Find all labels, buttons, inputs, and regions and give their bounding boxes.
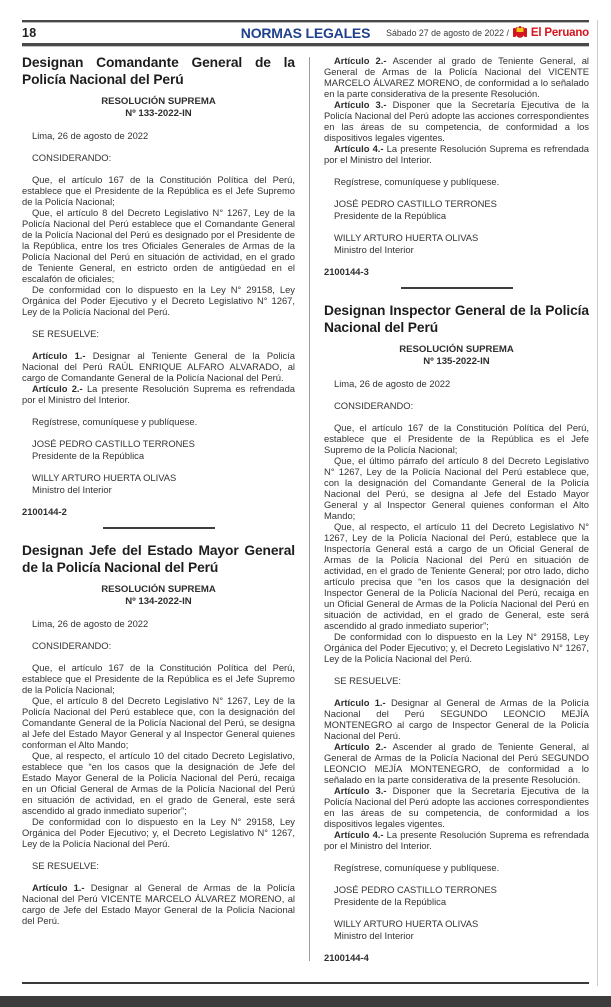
signature-name: WILLY ARTURO HUERTA OLIVAS: [334, 232, 479, 243]
bottom-bar: [0, 996, 611, 1007]
resolution-title-line2: Nº 133-2022-IN: [125, 107, 192, 119]
signature-name: WILLY ARTURO HUERTA OLIVAS: [32, 472, 177, 483]
signature-role: Presidente de la República: [32, 449, 145, 461]
paragraph: Que, el último párrafo del artículo 8 del Decreto Legislativo N° 1267, Ley de la Policía Nacional del Perú establece que, con la designación del Comandante General de la Policía Nacional del Perú, se designa al Jefe del Estado Mayor General y al Inspector General quienes conforman el Alto Mando;: [324, 455, 589, 521]
resolution-title: [22, 584, 295, 607]
section-heading: Designan Jefe del Estado Mayor General de la Policía Nacional del Perú: [22, 543, 295, 575]
body-line: Regístrese, comuníquese y publíquese.: [334, 862, 500, 873]
signature: [22, 438, 295, 461]
signature: [324, 918, 589, 941]
signature: [324, 198, 589, 221]
body-line: Regístrese, comuníquese y publíquese.: [32, 416, 198, 427]
paragraph: De conformidad con lo dispuesto en la Ley N° 29158, Ley Orgánica del Poder Ejecutivo; y, el Decreto Legislativo N° 1267, Ley de la Policía Nacional del Perú.: [22, 816, 295, 849]
resolution-title: [324, 344, 589, 367]
article-label: Artículo 4.-: [334, 143, 387, 154]
signature: [324, 884, 589, 907]
signature-role: Ministro del Interior: [334, 929, 414, 941]
content-area: [22, 55, 589, 961]
publication-code: 2100144-4: [324, 952, 369, 961]
paragraph: Artículo 2.- La presente Resolución Suprema es refrendada por el Ministro del Interior.: [22, 383, 295, 405]
signature: [324, 232, 589, 255]
paragraph: Artículo 3.- Disponer que la Secretaría Ejecutiva de la Policía Nacional del Perú adopte las acciones correspondientes en las áreas de su competencia, de conformidad a los dispositivos legales vigentes.: [324, 99, 589, 143]
body-line: SE RESUELVE:: [334, 675, 402, 686]
article-label: Artículo 4.-: [334, 829, 387, 840]
paragraph: Artículo 1.- Designar al Teniente General de la Policía Nacional del Perú RAÚL ENRIQUE ALFARO ALVARADO, al cargo de Comandante General de la Policía Nacional del Perú.: [22, 350, 295, 383]
paragraph: Artículo 1.- Designar al General de Armas de la Policía Nacional del Perú SEGUNDO LEONCIO MEJÍA MONTENEGRO al cargo de Inspector General de la Policía Nacional del Perú.: [324, 697, 589, 741]
body-line: Regístrese, comuníquese y publíquese.: [334, 176, 500, 187]
article-label: Artículo 2.-: [334, 55, 393, 66]
paragraph: Artículo 2.- Ascender al grado de Teniente General, al General de Armas de la Policía Nacional del Perú SEGUNDO LEONCIO MEJÍA MONTENEGRO, de conformidad a lo señalado en la parte considerativa de la presente Resolución.: [324, 741, 589, 785]
paragraph: Que, el artículo 167 de la Constitución Política del Perú, establece que el Presidente de la República es el Jefe Supremo de la Policía Nacional;: [324, 422, 589, 455]
resolution-title-line1: RESOLUCIÓN SUPREMA: [101, 584, 216, 595]
section-divider: [103, 527, 215, 529]
article-label: Artículo 3.-: [334, 785, 393, 796]
publication-code: 2100144-2: [22, 506, 67, 517]
article-label: Artículo 1.-: [32, 882, 91, 893]
resolution-title-line2: Nº 135-2022-IN: [423, 355, 490, 367]
paragraph: Artículo 4.- La presente Resolución Suprema es refrendada por el Ministro del Interior.: [324, 829, 589, 851]
signature-name: JOSÉ PEDRO CASTILLO TERRONES: [334, 884, 497, 895]
brand-logo: El Peruano: [530, 26, 589, 39]
signature-name: WILLY ARTURO HUERTA OLIVAS: [334, 918, 479, 929]
section-title: NORMAS LEGALES: [240, 24, 371, 41]
page-edge-line: [597, 20, 598, 986]
body-line: CONSIDERANDO:: [32, 152, 112, 163]
signature-role: Presidente de la República: [334, 209, 447, 221]
column-right: [324, 55, 589, 961]
paragraph: Que, el artículo 167 de la Constitución Política del Perú, establece que el Presidente de la República es el Jefe Supremo de la Policía Nacional;: [22, 174, 295, 207]
body-line: Lima, 26 de agosto de 2022: [334, 378, 451, 389]
paragraph: Artículo 2.- Ascender al grado de Teniente General, al General de Armas de la Policía Nacional del VICENTE MARCELO ÁLVAREZ MORENO, de conformidad a lo señalado en la parte considerativa de la presente Resolución.: [324, 55, 589, 99]
date-brand-group: [386, 26, 589, 39]
paragraph: Que, el artículo 8 del Decreto Legislativo N° 1267, Ley de la Policía Nacional del Perú establece que el Comandante General de la Policía Nacional del Perú es designado por el Presidente de la República, entre los tres Oficiales Generales de Armas de la Policía Nacional del Perú en situación de actividad, en el grado de Teniente General, en estricto orden de antigüedad en el escalafón de oficiales;: [22, 207, 295, 284]
section-divider: [401, 287, 513, 289]
paragraph: Que, el artículo 167 de la Constitución Política del Perú, establece que el Presidente de la República es el Jefe Supremo de la Policía Nacional;: [22, 662, 295, 695]
publication-code: 2100144-3: [324, 266, 369, 277]
resolution-title-line1: RESOLUCIÓN SUPREMA: [399, 344, 514, 355]
page-header: [22, 22, 589, 43]
body-line: Lima, 26 de agosto de 2022: [32, 130, 149, 141]
body-line: Lima, 26 de agosto de 2022: [32, 618, 149, 629]
resolution-title: [22, 96, 295, 119]
body-line: SE RESUELVE:: [32, 328, 100, 339]
page-body: [22, 20, 589, 961]
paragraph: Artículo 4.- La presente Resolución Suprema es refrendada por el Ministro del Interior.: [324, 143, 589, 165]
signature-role: Ministro del Interior: [334, 243, 414, 255]
date-line: Sábado 27 de agosto de 2022 /: [386, 27, 509, 38]
header-bottom-rule: [22, 43, 589, 46]
resolution-title-line1: RESOLUCIÓN SUPREMA: [101, 96, 216, 107]
signature-role: Ministro del Interior: [32, 483, 112, 495]
page-number: 18: [22, 25, 37, 40]
paragraph: Artículo 3.- Disponer que la Secretaría Ejecutiva de la Policía Nacional del Perú adopte las acciones correspondientes en las áreas de su competencia, de conformidad a los dispositivos legales vigentes.: [324, 785, 589, 829]
body-line: CONSIDERANDO:: [32, 640, 112, 651]
article-label: Artículo 1.-: [32, 350, 93, 361]
signature: [22, 472, 295, 495]
column-divider: [309, 57, 310, 961]
paragraph: Que, al respecto, el artículo 11 del Decreto Legislativo N° 1267, Ley de la Policía Nacional del Perú, establece que la Inspectoría General está a cargo de un Oficial General de Armas de la Policía Nacional del Perú en situación de actividad, en el grado de Teniente General; por otro lado, dicho artículo precisa que “en los casos que la designación del Inspector General de la Policía Nacional del Perú, recaiga en un Oficial General de Armas de la Policía Nacional del Perú en situación de actividad, en el grado de General, este será ascendido al grado inmediato superior”;: [324, 521, 589, 631]
signature-name: JOSÉ PEDRO CASTILLO TERRONES: [32, 438, 195, 449]
article-label: Artículo 3.-: [334, 99, 393, 110]
resolution-title-line2: Nº 134-2022-IN: [125, 595, 192, 607]
body-line: SE RESUELVE:: [32, 860, 100, 871]
paragraph: Artículo 1.- Designar al General de Armas de la Policía Nacional del Perú VICENTE MARCELO ÁLVAREZ MORENO, al cargo de Jefe del Estado Mayor General de la Policía Nacional del Perú.: [22, 882, 295, 926]
article-label: Artículo 2.-: [32, 383, 87, 394]
signature-role: Presidente de la República: [334, 895, 447, 907]
signature-name: JOSÉ PEDRO CASTILLO TERRONES: [334, 198, 497, 209]
body-line: CONSIDERANDO:: [334, 400, 414, 411]
paragraph: Que, el artículo 8 del Decreto Legislativo N° 1267, Ley de la Policía Nacional del Perú establece que, con la designación del Comandante General de la Policía Nacional del Perú, se designa al Jefe del Estado Mayor General y al Inspector General quienes conforman el Alto Mando;: [22, 695, 295, 750]
section-heading: Designan Comandante General de la Policía Nacional del Perú: [22, 55, 295, 87]
footer-rule: [22, 982, 589, 984]
paragraph: Que, al respecto, el artículo 10 del citado Decreto Legislativo, establece que “en los casos que la designación de Jefe del Estado Mayor General de la Policía Nacional del Perú, recaiga en un Oficial General de Armas de la Policía Nacional del Perú en situación de actividad, en el grado de General, este será ascendido al grado inmediato superior”;: [22, 750, 295, 816]
coat-of-arms-icon: [513, 26, 527, 39]
article-label: Artículo 1.-: [334, 697, 391, 708]
section-heading: Designan Inspector General de la Policía Nacional del Perú: [324, 303, 589, 335]
paragraph: De conformidad con lo dispuesto en la Ley N° 29158, Ley Orgánica del Poder Ejecutivo y el Decreto Legislativo N° 1267, Ley de la Policía Nacional del Perú.: [22, 284, 295, 317]
column-left: [22, 55, 295, 961]
gazette-page: [0, 20, 611, 1007]
article-label: Artículo 2.-: [334, 741, 393, 752]
paragraph: De conformidad con lo dispuesto en la Ley N° 29158, Ley Orgánica del Poder Ejecutivo; y, el Decreto Legislativo N° 1267, Ley de la Policía Nacional del Perú.: [324, 631, 589, 664]
